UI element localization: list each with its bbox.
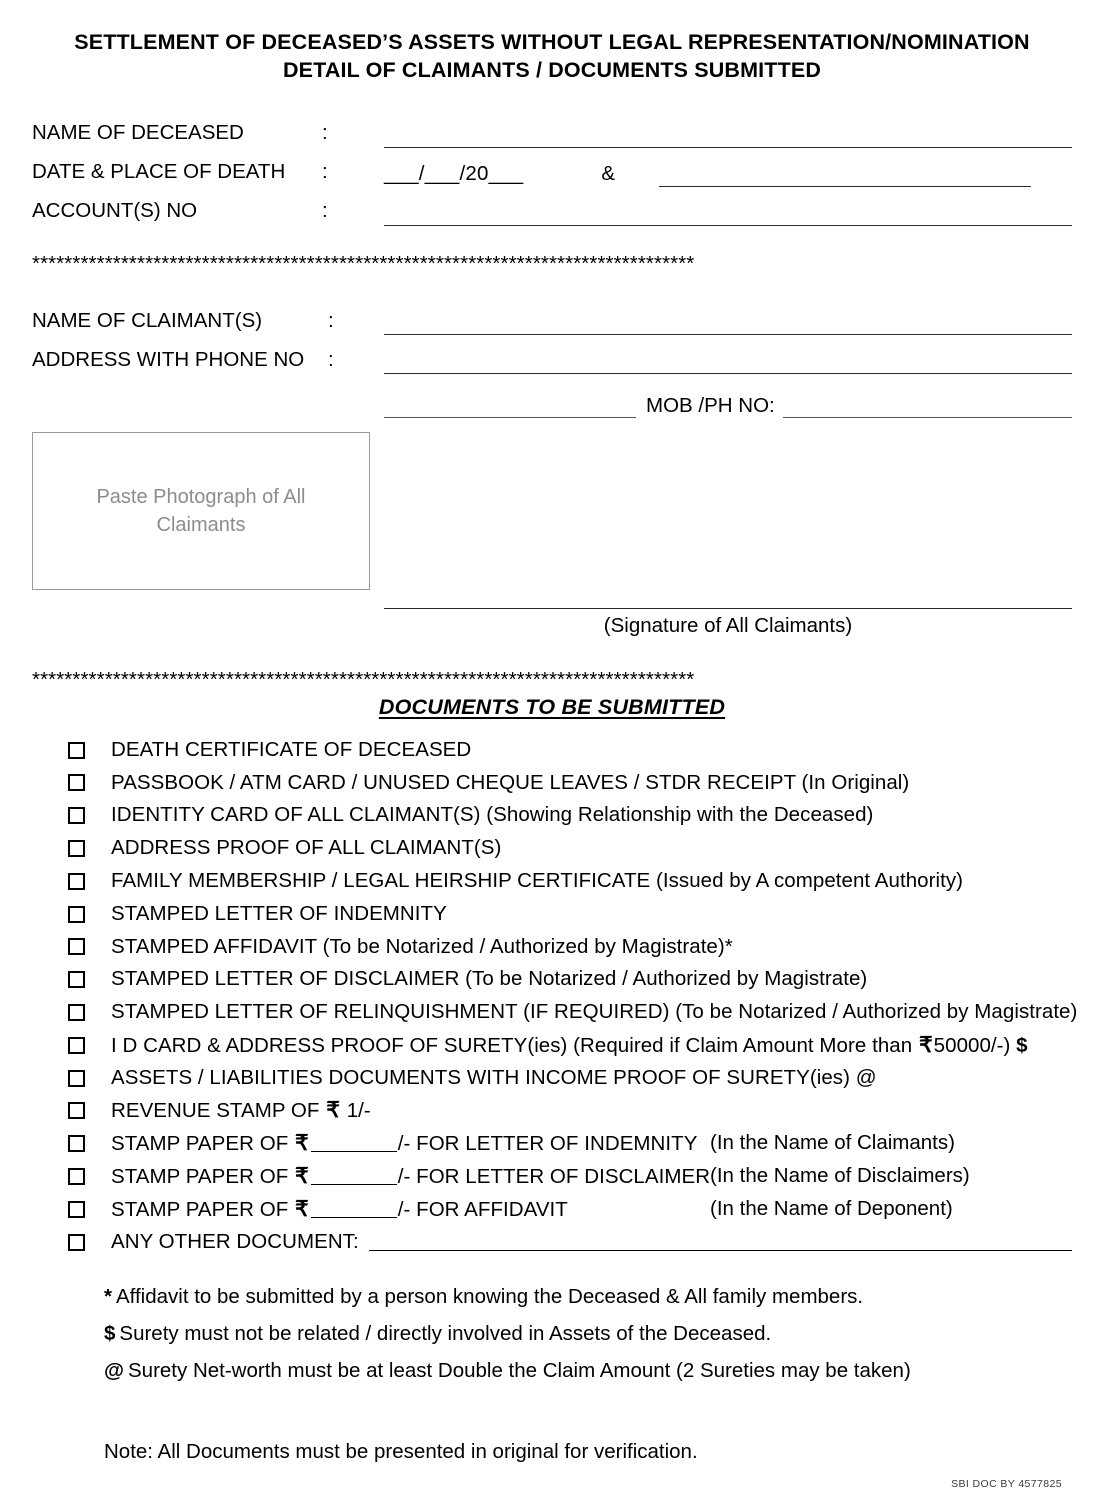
field-row-date-place-of-death <box>32 148 1072 187</box>
checklist-item[interactable] <box>32 996 1078 1029</box>
checklist-item-label: ADDRESS PROOF OF ALL CLAIMANT(S) <box>111 836 502 860</box>
checklist-item[interactable] <box>32 832 1072 865</box>
checkbox-icon[interactable] <box>68 840 85 857</box>
field-row-account-no <box>32 187 1072 226</box>
input-any-other-document[interactable] <box>369 1234 1072 1251</box>
checklist-item-label <box>111 1196 568 1221</box>
checklist-item-label <box>111 1163 711 1188</box>
checkbox-icon[interactable] <box>68 807 85 824</box>
footnotes-section <box>32 1284 1072 1463</box>
checkbox-icon[interactable] <box>68 938 85 955</box>
checklist-item-stamp-paper-affidavit[interactable] <box>32 1193 1072 1226</box>
checklist-item[interactable] <box>32 963 1072 996</box>
stamp-paper-text-post: /- FOR AFFIDAVIT <box>397 1197 568 1221</box>
checklist-item[interactable] <box>32 931 1072 964</box>
rupee-icon: ₹ <box>295 1196 309 1221</box>
checklist-item-stamp-paper-indemnity[interactable] <box>32 1127 1072 1160</box>
checkbox-icon[interactable] <box>68 1004 85 1021</box>
documents-checklist <box>32 734 1078 1259</box>
stamp-paper-name-note: (In the Name of Claimants) <box>710 1131 955 1155</box>
checklist-item-label: STAMPED LETTER OF INDEMNITY <box>111 901 447 925</box>
checkbox-icon[interactable] <box>68 742 85 759</box>
revenue-stamp-text-pre: REVENUE STAMP OF <box>111 1099 326 1123</box>
stamp-paper-text-pre: STAMP PAPER OF <box>111 1164 295 1188</box>
checklist-item[interactable] <box>32 767 1072 800</box>
documents-heading: DOCUMENTS TO BE SUBMITTED <box>378 694 726 719</box>
input-name-of-claimants[interactable] <box>384 308 1072 335</box>
stamp-paper-text-pre: STAMP PAPER OF <box>111 1197 295 1221</box>
input-address-with-phone[interactable] <box>384 347 1072 374</box>
checklist-item[interactable] <box>32 898 1072 931</box>
checklist-item-label: DEATH CERTIFICATE OF DECEASED <box>111 737 472 761</box>
stamp-paper-text-pre: STAMP PAPER OF <box>111 1131 295 1155</box>
field-row-name-of-deceased <box>32 109 1072 148</box>
stamp-paper-name-note: (In the Name of Disclaimers) <box>710 1164 970 1188</box>
input-stamp-paper-amount[interactable] <box>311 1137 397 1152</box>
label-mobile-phone: MOB /PH NO: <box>646 393 775 417</box>
footnote-text: Surety must not be related / directly involved in Assets of the Deceased. <box>119 1321 772 1345</box>
input-mobile-phone[interactable] <box>783 393 1072 418</box>
checklist-item-label: IDENTITY CARD OF ALL CLAIMANT(S) (Showing Relationship with the Deceased) <box>111 803 874 827</box>
label-date-place-of-death: DATE & PLACE OF DEATH <box>32 160 286 184</box>
field-row-mobile-phone <box>32 374 1072 418</box>
colon-address-with-phone: : <box>328 347 334 371</box>
stamp-paper-name-note: (In the Name of Deponent) <box>710 1197 953 1221</box>
input-name-of-deceased[interactable] <box>384 121 1072 148</box>
revenue-stamp-text-post: 1/- <box>340 1099 371 1123</box>
footnote-symbol: * <box>104 1284 112 1308</box>
checklist-item[interactable] <box>32 799 1072 832</box>
surety-id-text-post: 50000/-) <box>933 1033 1017 1057</box>
checkbox-icon[interactable] <box>68 1135 85 1152</box>
checkbox-icon[interactable] <box>68 906 85 923</box>
checklist-item-stamp-paper-disclaimer[interactable] <box>32 1160 1072 1193</box>
checkbox-icon[interactable] <box>68 971 85 988</box>
checklist-item-any-other-document[interactable] <box>32 1226 1072 1259</box>
checklist-item-label: STAMPED LETTER OF DISCLAIMER (To be Notarized / Authorized by Magistrate) <box>111 967 868 991</box>
title-line-1: SETTLEMENT OF DECEASED’S ASSETS WITHOUT LEGAL REPRESENTATION/NOMINATION <box>74 30 1030 54</box>
label-name-of-claimants: NAME OF CLAIMANT(S) <box>32 308 263 332</box>
stamp-paper-text-post: /- FOR LETTER OF DISCLAIMER <box>397 1164 711 1188</box>
checklist-item-label <box>111 1100 371 1122</box>
verification-note: Note: All Documents must be presented in original for verification. <box>104 1439 698 1463</box>
ampersand-separator: & <box>601 162 616 186</box>
checklist-item-label: STAMPED AFFIDAVIT (To be Notarized / Authorized by Magistrate)* <box>111 934 733 958</box>
rupee-icon: ₹ <box>295 1163 309 1188</box>
stamp-paper-text-post: /- FOR LETTER OF INDEMNITY <box>397 1131 698 1155</box>
input-date-of-death[interactable]: ___/___/20___ <box>384 162 524 186</box>
input-address-line-2[interactable] <box>384 393 636 418</box>
footnote-text: Affidavit to be submitted by a person knowing the Deceased & All family members. <box>115 1284 864 1308</box>
footnote-symbol: $ <box>104 1321 116 1345</box>
checkbox-icon[interactable] <box>68 1102 85 1119</box>
checkbox-icon[interactable] <box>68 1070 85 1087</box>
checkbox-icon[interactable] <box>68 1201 85 1218</box>
checklist-item[interactable] <box>32 865 1072 898</box>
checklist-item-label <box>111 1130 698 1155</box>
title-line-2: DETAIL OF CLAIMANTS / DOCUMENTS SUBMITTED <box>282 58 822 83</box>
input-stamp-paper-amount[interactable] <box>311 1170 397 1185</box>
checklist-item-label: ANY OTHER DOCUMENT: <box>111 1229 359 1253</box>
checklist-item-label: PASSBOOK / ATM CARD / UNUSED CHEQUE LEAVES / STDR RECEIPT (In Original) <box>111 770 910 794</box>
checklist-item-surety-assets[interactable] <box>32 1062 1072 1095</box>
checklist-item-label: FAMILY MEMBERSHIP / LEGAL HEIRSHIP CERTIFICATE (Issued by A competent Authority) <box>111 869 964 893</box>
label-name-of-deceased: NAME OF DECEASED <box>32 121 244 145</box>
checkbox-icon[interactable] <box>68 1037 85 1054</box>
checkbox-icon[interactable] <box>68 873 85 890</box>
input-account-no[interactable] <box>384 199 1072 226</box>
rupee-icon: ₹ <box>918 1032 933 1057</box>
label-address-with-phone: ADDRESS WITH PHONE NO <box>32 347 305 371</box>
asterisk-divider-bottom: ********************************************************************************** <box>32 670 695 691</box>
colon-account-no: : <box>322 199 328 223</box>
rupee-icon: ₹ <box>326 1098 340 1123</box>
input-stamp-paper-amount[interactable] <box>311 1203 397 1218</box>
checklist-item-label: ASSETS / LIABILITIES DOCUMENTS WITH INCOME PROOF OF SURETY(ies) @ <box>111 1065 877 1089</box>
paste-photograph-placeholder: Paste Photograph of All Claimants <box>96 485 306 537</box>
footnote-at <box>32 1358 1072 1398</box>
rupee-icon: ₹ <box>295 1130 309 1155</box>
field-row-address-with-phone <box>32 335 1072 374</box>
deceased-details-section <box>32 109 1072 226</box>
field-row-name-of-claimants <box>32 296 1072 335</box>
checkbox-icon[interactable] <box>68 1234 85 1251</box>
photo-and-signature-area <box>32 432 1072 642</box>
footnote-asterisk <box>32 1284 1072 1324</box>
caption-signature-of-claimants: (Signature of All Claimants) <box>603 614 853 638</box>
label-account-no: ACCOUNT(S) NO <box>32 199 198 223</box>
footnote-text: Surety Net-worth must be at least Double the Claim Amount (2 Sureties may be taken) <box>128 1358 911 1382</box>
checklist-item-label <box>111 1032 1028 1057</box>
page-title <box>32 28 1072 85</box>
checklist-item-surety-id[interactable] <box>32 1029 1072 1062</box>
asterisk-divider-top: ********************************************************************************** <box>32 253 695 275</box>
footnote-marker-dollar: $ <box>1016 1033 1028 1057</box>
input-place-of-death[interactable] <box>659 162 1031 187</box>
checklist-item-label: STAMPED LETTER OF RELINQUISHMENT (IF REQUIRED) (To be Notarized / Authorized by Magistrate) <box>111 1000 1078 1024</box>
footnote-dollar <box>32 1321 1072 1361</box>
checklist-item[interactable] <box>32 734 1072 767</box>
claimant-details-section <box>32 296 1072 374</box>
surety-id-text-pre: I D CARD & ADDRESS PROOF OF SURETY(ies) (Required if Claim Amount More than <box>111 1033 918 1057</box>
colon-name-of-deceased: : <box>322 121 328 145</box>
paste-photograph-box[interactable] <box>32 432 370 590</box>
footnote-symbol: @ <box>104 1358 124 1382</box>
input-signature-of-claimants[interactable] <box>384 608 1072 609</box>
colon-date-place-of-death: : <box>322 160 328 184</box>
checklist-item-revenue-stamp[interactable] <box>32 1095 1072 1128</box>
document-id-footer: SBI DOC BY 4577825 <box>951 1478 1062 1490</box>
colon-name-of-claimants: : <box>328 308 334 332</box>
checkbox-icon[interactable] <box>68 1168 85 1185</box>
checkbox-icon[interactable] <box>68 774 85 791</box>
